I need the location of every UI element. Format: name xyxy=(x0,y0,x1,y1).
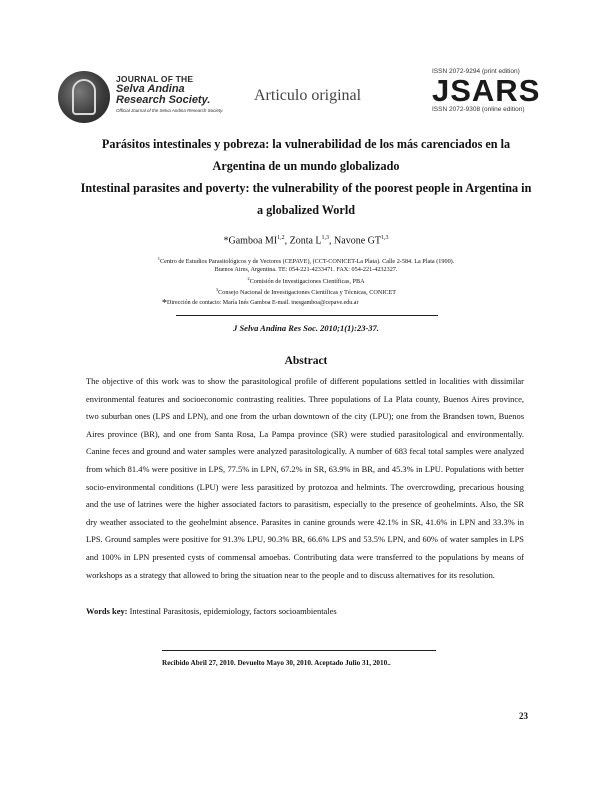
title-english-line1: Intestinal parasites and poverty: the vulnerability of the poorest people in Argentina in xyxy=(80,181,532,195)
author-list: *Gamboa MI$^{1,2}$, Zonta L$^{1,3}$, Navone GT$^{1,3}$ xyxy=(223,235,389,247)
author-affiliation-ref: 1,3 xyxy=(321,235,330,241)
journal-name-line3: Research Society. xyxy=(116,94,211,106)
keywords xyxy=(86,606,524,616)
keywords-label: Words key: xyxy=(86,606,128,616)
received-dates: Recibido Abril 27, 2010. Devuelto Mayo 30, 2010. Aceptado Julio 31, 2010.. xyxy=(162,659,391,667)
author-name: *Gamboa MI xyxy=(223,235,278,247)
divider xyxy=(162,650,436,651)
contact-text: Dirección de contacto: María Inés Gamboa E-mail. inesgamboa@cepave.edu.ar xyxy=(167,300,359,306)
page-number: 23 xyxy=(519,711,528,721)
title-spanish xyxy=(58,133,554,177)
journal-acronym: JSARS xyxy=(432,73,541,108)
divider xyxy=(176,315,438,316)
journal-name-line1: JOURNAL OF THE xyxy=(116,74,194,84)
abstract-body: The objective of this work was to show the parasitological profile of different populations settled in localities with dissimilar environmental features and socioeconomic contrasting realities. Three populations of La Plata county, Buenos Aires province, two suburban ones (LPS and LPN), and one from the urban downtown of the city (LPU); one from the Brandsen town, Buenos Aires province (BR), and one from Santa Rosa, La Pampa province (SR) were studied parasitological and environmentally. Canine feces and ground and water samples were analyzed parasitologically. A number of 683 fecal total samples were analyzed from which 81.4% were positive in LPS, 77.5% in LPN, 67.2% in SR, 63.9% in BR, and 45.3% in LPU. Populations with better socio-environmental conditions (LPU) were less parasitized by protozoa and helmints. The overcrowding, precarious housing and the use of latrines were the higher associated factors to parasitism, especially to the presence of geohelmints. Also, the SR dry weather associated to the geohelmint absence. Parasites in canine grounds were 42.1% in SR, 41.6% in LPN and 33.3% in LPS. Ground samples were positive for 91.3% LPU, 90.3% BR, 66.6% LPS and 53.5% LPN, and 60% of water samples in LPS and 100% in LPN presented cysts of commensal amoebas. Contributing data were transferred to the populations by means of workshops as a strategy that allowed to bring the situation near to the people and to discuss alternatives for its resolution. xyxy=(86,376,524,580)
affiliation-item: Buenos Aires, Argentina. TE: 054-221-4233471. FAX: 054-221-4232327. xyxy=(214,266,398,274)
section-label: Articulo original xyxy=(254,87,362,104)
author-name: Navone GT xyxy=(334,235,381,247)
issn-block xyxy=(432,68,554,114)
title-spanish-line1: Parásitos intestinales y pobreza: la vulnerabilidad de los más carenciados en la xyxy=(101,137,511,151)
journal-header xyxy=(58,68,554,124)
journal-name-line2: Selva Andina xyxy=(116,83,185,95)
affiliation-item: $^2$Comisión de Investigaciones Científicas, PBA xyxy=(247,275,365,285)
issn-print: ISSN 2072-9294 (print edition) xyxy=(432,68,520,75)
issn-online: ISSN 2072-9308 (online edition) xyxy=(432,106,525,113)
abstract-heading: Abstract xyxy=(284,355,328,367)
affiliation-item: $^3$Consejo Nacional de Investigaciones Científicas y Técnicas, CONICET xyxy=(215,287,397,297)
author-affiliation-ref: 1,2 xyxy=(277,235,285,241)
society-logo-icon xyxy=(58,71,110,123)
affiliations xyxy=(100,255,512,298)
journal-name-line4: Official Journal of the Selva Andina Research Society. xyxy=(116,108,224,113)
citation: J Selva Andina Res Soc. 2010;1(1):23-37. xyxy=(233,323,379,333)
author-name: Zonta L xyxy=(289,235,322,247)
title-english-line2: a globalized World xyxy=(257,203,355,217)
journal-name xyxy=(116,74,223,114)
keywords-text: Intestinal Parasitosis, epidemiology, factors socioambientales xyxy=(127,606,337,616)
title-english xyxy=(58,177,554,221)
author-affiliation-ref: 1,3 xyxy=(380,235,389,241)
contact-asterisk: * xyxy=(162,298,167,309)
title-spanish-line2: Argentina de un mundo globalizado xyxy=(212,159,400,173)
contact-line xyxy=(162,298,462,309)
affiliation-item: $^1$Centro de Estudios Parasitológicos y de Vectores (CEPAVE), (CCT-CONICET-La Plata). Calle 2-584. La Plata (1900). xyxy=(157,256,455,266)
